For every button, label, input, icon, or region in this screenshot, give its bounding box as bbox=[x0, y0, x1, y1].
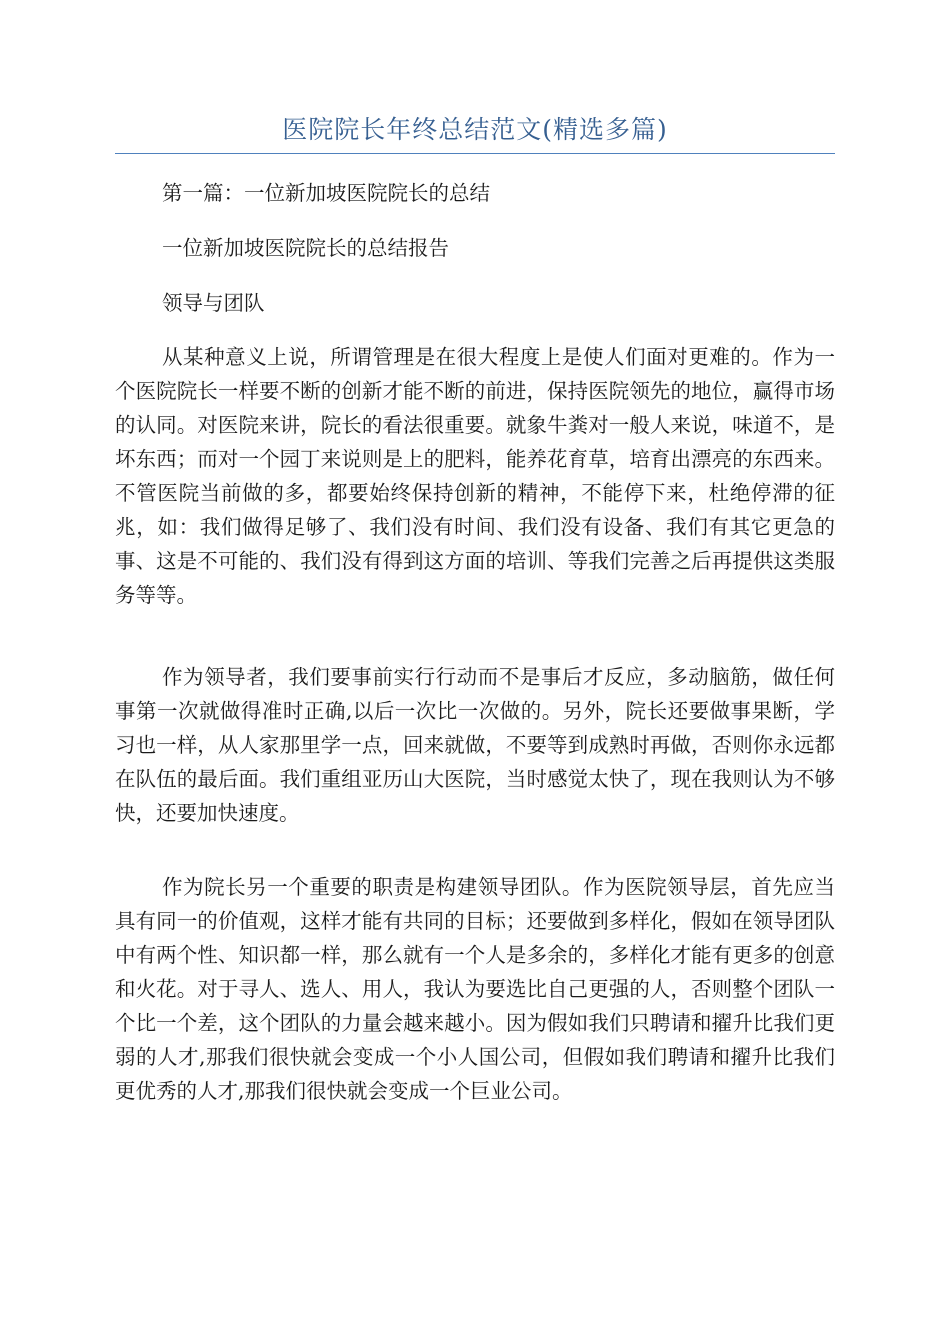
subsection-heading-leadership: 领导与团队 bbox=[162, 291, 265, 315]
body-paragraph: 作为领导者，我们要事前实行行动而不是事后才反应，多动脑筋，做任何事第一次就做得准时正确,以后一次比一次做的。另外，院长还要做事果断，学习也一样，从人家那里学一点，回来就做，不要等到成熟时再做，否则你永远都在队伍的最后面。我们重组亚历山大医院，当时感觉太快了，现在我则认为不够快，还要加快速度。 bbox=[115, 665, 835, 825]
section-heading-part-one: 第一篇：一位新加坡医院院长的总结 bbox=[162, 181, 490, 205]
report-subtitle: 一位新加坡医院院长的总结报告 bbox=[162, 236, 449, 260]
body-paragraph: 作为院长另一个重要的职责是构建领导团队。作为医院领导层，首先应当具有同一的价值观，这样才能有共同的目标；还要做到多样化，假如在领导团队中有两个性、知识都一样，那么就有一个人是多余的，多样化才能有更多的创意和火花。对于寻人、选人、用人，我认为要选比自己更强的人，否则整个团队一个比一个差，这个团队的力量会越来越小。因为假如我们只聘请和擢升比我们更弱的人才,那我们很快就会变成一个小人国公司，但假如我们聘请和擢升比我们更优秀的人才,那我们很快就会变成一个巨业公司。 bbox=[115, 875, 835, 1103]
document-title: 医院院长年终总结范文(精选多篇) bbox=[282, 115, 668, 144]
title-underline-divider bbox=[115, 153, 835, 154]
body-paragraph: 从某种意义上说，所谓管理是在很大程度上是使人们面对更难的。作为一个医院院长一样要不断的创新才能不断的前进，保持医院领先的地位，赢得市场的认同。对医院来讲，院长的看法很重要。就象牛粪对一般人来说，味道不，是坏东西；而对一个园丁来说则是上的肥料，能养花育草，培育出漂亮的东西来。不管医院当前做的多，都要始终保持创新的精神，不能停下来，杜绝停滞的征兆，如：我们做得足够了、我们没有时间、我们没有设备、我们有其它更急的事、这是不可能的、我们没有得到这方面的培训、等我们完善之后再提供这类服务等等。 bbox=[115, 345, 835, 607]
